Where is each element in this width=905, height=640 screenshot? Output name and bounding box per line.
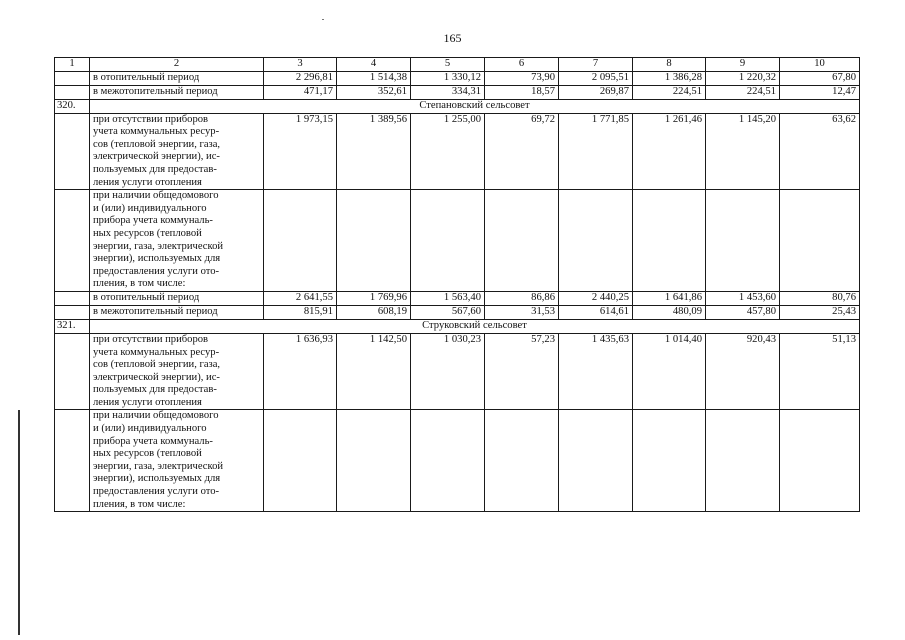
- value-cell: 2 095,51: [559, 71, 633, 85]
- value-cell: 567,60: [411, 305, 485, 319]
- table-row: [55, 291, 860, 305]
- value-cell: 614,61: [559, 305, 633, 319]
- scan-edge-line: [18, 410, 20, 635]
- row-index-cell: [55, 291, 90, 305]
- row-label-line: прибора учета коммуналь-: [93, 215, 213, 227]
- row-index-cell: [55, 113, 90, 190]
- value-cell: 1 636,93: [264, 333, 337, 410]
- row-label-line: энергии, газа, электрической: [93, 240, 224, 252]
- row-label-line: пользуемых для предостав-: [93, 163, 217, 175]
- row-label: [90, 333, 264, 410]
- value-cell: 2 296,81: [264, 71, 337, 85]
- row-label-line: пления, в том числе:: [93, 278, 186, 290]
- row-index-cell: [55, 305, 90, 319]
- value-cell: [706, 410, 780, 512]
- value-cell: [337, 190, 411, 292]
- value-cell: 86,86: [485, 291, 559, 305]
- column-number: 2: [90, 58, 264, 72]
- value-cell: 352,61: [337, 85, 411, 99]
- row-label-line: энергии), используемых для: [93, 473, 221, 485]
- value-cell: 73,90: [485, 71, 559, 85]
- row-label-line: ных ресурсов (тепловой: [93, 448, 202, 460]
- value-cell: 1 973,15: [264, 113, 337, 190]
- value-cell: [706, 190, 780, 292]
- row-label-line: ления услуги отопления: [93, 176, 202, 188]
- row-label: [90, 113, 264, 190]
- value-cell: [559, 190, 633, 292]
- row-label-line: при наличии общедомового: [93, 190, 219, 202]
- section-row: [55, 319, 860, 333]
- row-label-line: при наличии общедомового: [93, 410, 219, 422]
- row-label-line: и (или) индивидуального: [93, 202, 207, 214]
- value-cell: 457,80: [706, 305, 780, 319]
- table-row: [55, 113, 860, 190]
- row-label: в отопительный период: [90, 71, 264, 85]
- row-index-cell: [55, 333, 90, 410]
- column-number-row: [55, 58, 860, 72]
- table-row: [55, 410, 860, 512]
- row-label-line: ных ресурсов (тепловой: [93, 227, 202, 239]
- row-label-line: учета коммунальных ресур-: [93, 346, 220, 358]
- value-cell: 1 771,85: [559, 113, 633, 190]
- row-label: в межотопительный период: [90, 85, 264, 99]
- section-row: [55, 99, 860, 113]
- table-row: [55, 190, 860, 292]
- value-cell: 1 255,00: [411, 113, 485, 190]
- value-cell: 2 641,55: [264, 291, 337, 305]
- row-index-cell: [55, 190, 90, 292]
- value-cell: [559, 410, 633, 512]
- row-index-cell: [55, 85, 90, 99]
- value-cell: 1 514,38: [337, 71, 411, 85]
- tariff-table: [54, 57, 860, 512]
- value-cell: 25,43: [780, 305, 860, 319]
- row-label-line: учета коммунальных ресур-: [93, 126, 220, 138]
- table-row: [55, 333, 860, 410]
- table-row: [55, 71, 860, 85]
- row-label: [90, 410, 264, 512]
- column-number: 8: [633, 58, 706, 72]
- row-label-line: пления, в том числе:: [93, 498, 186, 510]
- row-label: в отопительный период: [90, 291, 264, 305]
- value-cell: 815,91: [264, 305, 337, 319]
- value-cell: 471,17: [264, 85, 337, 99]
- row-label-line: ления услуги отопления: [93, 396, 202, 408]
- column-number: 7: [559, 58, 633, 72]
- value-cell: 269,87: [559, 85, 633, 99]
- section-index: 321.: [55, 319, 90, 333]
- value-cell: 480,09: [633, 305, 706, 319]
- row-label-line: и (или) индивидуального: [93, 423, 207, 435]
- value-cell: 334,31: [411, 85, 485, 99]
- value-cell: 1 641,86: [633, 291, 706, 305]
- value-cell: 608,19: [337, 305, 411, 319]
- value-cell: [264, 410, 337, 512]
- value-cell: 12,47: [780, 85, 860, 99]
- row-label-line: сов (тепловой энергии, газа,: [93, 138, 221, 150]
- section-index: 320.: [55, 99, 90, 113]
- row-label-line: прибора учета коммуналь-: [93, 435, 213, 447]
- row-label-line: предоставления услуги ото-: [93, 265, 220, 277]
- scan-speck: [322, 19, 324, 20]
- value-cell: 1 769,96: [337, 291, 411, 305]
- row-label-line: сов (тепловой энергии, газа,: [93, 359, 221, 371]
- row-index-cell: [55, 410, 90, 512]
- row-label: [90, 190, 264, 292]
- page-number: 165: [443, 31, 462, 45]
- value-cell: 31,53: [485, 305, 559, 319]
- value-cell: 80,76: [780, 291, 860, 305]
- row-label-line: энергии, газа, электрической: [93, 460, 224, 472]
- value-cell: 1 389,56: [337, 113, 411, 190]
- column-number: 4: [337, 58, 411, 72]
- value-cell: 1 330,12: [411, 71, 485, 85]
- value-cell: 57,23: [485, 333, 559, 410]
- row-label-line: пользуемых для предостав-: [93, 384, 217, 396]
- value-cell: [264, 190, 337, 292]
- column-number: 9: [706, 58, 780, 72]
- column-number: 1: [55, 58, 90, 72]
- section-title: Степановский сельсовет: [90, 99, 860, 113]
- value-cell: 1 142,50: [337, 333, 411, 410]
- value-cell: 18,57: [485, 85, 559, 99]
- section-title: Струковский сельсовет: [90, 319, 860, 333]
- value-cell: [485, 190, 559, 292]
- value-cell: [633, 410, 706, 512]
- row-label-line: энергии), используемых для: [93, 253, 221, 265]
- value-cell: 69,72: [485, 113, 559, 190]
- table-row: [55, 85, 860, 99]
- row-label-line: при отсутствии приборов: [93, 333, 209, 345]
- row-label-line: предоставления услуги ото-: [93, 486, 220, 498]
- value-cell: [337, 410, 411, 512]
- value-cell: 1 386,28: [633, 71, 706, 85]
- table-row: [55, 305, 860, 319]
- column-number: 6: [485, 58, 559, 72]
- value-cell: [780, 410, 860, 512]
- row-label-line: электрической энергии), ис-: [93, 371, 220, 383]
- row-label-line: при отсутствии приборов: [93, 113, 209, 125]
- value-cell: [411, 410, 485, 512]
- value-cell: 920,43: [706, 333, 780, 410]
- column-number: 3: [264, 58, 337, 72]
- value-cell: 1 435,63: [559, 333, 633, 410]
- value-cell: [485, 410, 559, 512]
- value-cell: 51,13: [780, 333, 860, 410]
- value-cell: 2 440,25: [559, 291, 633, 305]
- value-cell: [633, 190, 706, 292]
- value-cell: 1 145,20: [706, 113, 780, 190]
- value-cell: 224,51: [706, 85, 780, 99]
- value-cell: 1 261,46: [633, 113, 706, 190]
- value-cell: 1 030,23: [411, 333, 485, 410]
- value-cell: 1 014,40: [633, 333, 706, 410]
- value-cell: 1 453,60: [706, 291, 780, 305]
- column-number: 5: [411, 58, 485, 72]
- value-cell: 1 563,40: [411, 291, 485, 305]
- row-index-cell: [55, 71, 90, 85]
- row-label-line: электрической энергии), ис-: [93, 151, 220, 163]
- column-number: 10: [780, 58, 860, 72]
- row-label: в межотопительный период: [90, 305, 264, 319]
- value-cell: 224,51: [633, 85, 706, 99]
- value-cell: 67,80: [780, 71, 860, 85]
- value-cell: [780, 190, 860, 292]
- value-cell: 1 220,32: [706, 71, 780, 85]
- value-cell: 63,62: [780, 113, 860, 190]
- value-cell: [411, 190, 485, 292]
